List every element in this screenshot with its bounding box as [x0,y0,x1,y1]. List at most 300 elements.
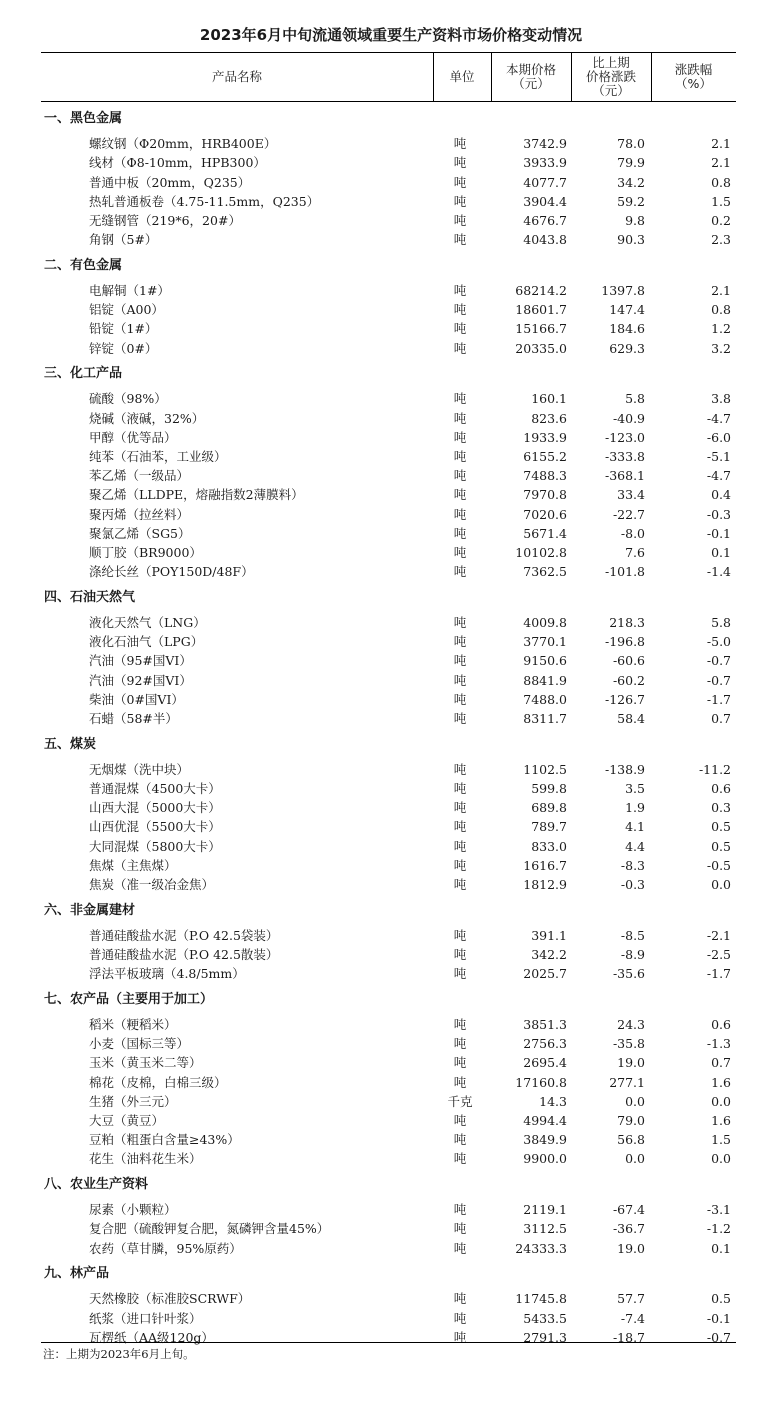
unit: 吨 [453,1036,467,1052]
header-unit: 单位 [449,69,475,84]
change-percent: -0.5 [706,857,731,873]
table-row [41,447,736,466]
price-change: -22.7 [612,506,645,522]
change-percent: 0.7 [711,711,731,726]
table-row [41,779,736,798]
price-change: 218.3 [609,615,645,630]
change-percent: -2.1 [706,927,731,943]
unit: 吨 [453,232,467,248]
product-name: 普通硅酸盐水泥（P.O 42.5散装） [89,947,279,962]
unit: 吨 [453,410,467,426]
unit: 吨 [453,1074,467,1090]
change-percent: -11.2 [698,761,731,777]
price-change: 629.3 [609,340,645,356]
table-row [41,926,736,945]
current-price: 9150.6 [523,653,567,669]
current-price: 9900.0 [523,1151,567,1167]
price-change: -8.0 [620,525,645,541]
price-change: 33.4 [617,487,645,503]
section-header [41,256,736,275]
price-change: 4.1 [625,819,645,835]
unit: 吨 [453,468,467,484]
unit: 吨 [453,877,467,892]
unit: 吨 [453,1202,467,1218]
unit: 吨 [453,1017,467,1032]
price-change: 56.8 [617,1132,645,1148]
current-price: 1616.7 [523,857,567,873]
price-change: -8.9 [620,947,645,962]
current-price: 2756.3 [523,1036,567,1052]
unit: 吨 [453,857,467,873]
current-price: 7970.8 [523,487,567,503]
product-name: 小麦（国标三等） [89,1036,190,1052]
current-price: 5671.4 [523,525,567,541]
table-row [41,428,736,447]
change-percent: 0.2 [711,213,731,228]
section-header [41,588,736,607]
product-name: 聚氯乙烯（SG5） [89,525,191,541]
price-change: 0.0 [625,1093,645,1109]
table-row [41,1053,736,1072]
change-percent: -3.1 [706,1202,731,1218]
current-price: 391.1 [531,927,567,943]
unit: 吨 [453,1240,467,1256]
table-row [41,798,736,817]
header-price-change-line1: 比上期 [592,55,630,70]
price-change: 4.4 [625,838,645,854]
product-name: 纸浆（进口针叶浆） [89,1310,202,1326]
table-row [41,1130,736,1149]
current-price: 68214.2 [515,283,567,298]
unit: 吨 [453,781,467,796]
table-row [41,173,736,192]
current-price: 4077.7 [523,174,567,190]
table-row [41,760,736,779]
current-price: 3904.4 [523,193,567,209]
table-row [41,817,736,836]
section-title: 七、农产品（主要用于加工） [44,991,214,1007]
change-percent: 1.6 [711,1113,731,1128]
table-row [41,505,736,524]
header-change-percent-line1: 涨跌幅 [674,62,713,77]
unit: 吨 [453,321,467,337]
change-percent: 0.5 [711,819,731,835]
unit: 吨 [453,340,467,356]
table-row [41,709,736,728]
section-header [41,1264,736,1283]
current-price: 3112.5 [523,1221,567,1237]
change-percent: 0.4 [711,487,731,503]
section-title: 一、黑色金属 [44,111,123,126]
table-row [41,409,736,428]
product-name: 涤纶长丝（POY150D/48F） [89,564,254,580]
product-name: 纯苯（石油苯，工业级） [89,449,227,464]
unit: 吨 [453,1151,467,1167]
current-price: 8841.9 [523,672,567,688]
price-change: 24.3 [617,1017,645,1032]
current-price: 1812.9 [523,877,567,892]
unit: 千克 [447,1093,473,1109]
price-change: -8.5 [620,927,645,943]
price-change: 0.0 [625,1151,645,1167]
current-price: 4043.8 [523,232,567,248]
header-product-name: 产品名称 [211,69,262,84]
current-price: 3742.9 [523,136,567,152]
change-percent: -1.7 [706,966,731,982]
product-name: 甲醇（优等品） [89,429,177,445]
unit: 吨 [453,213,467,228]
table-row [41,339,736,358]
unit: 吨 [453,800,467,816]
unit: 吨 [453,1291,467,1307]
product-name: 无烟煤（洗中块） [89,761,190,777]
page-title: 2023年6月中旬流通领域重要生产资料市场价格变动情况 [199,26,583,44]
price-change: -60.6 [612,653,645,669]
unit: 吨 [453,283,467,298]
product-name: 花生（油料花生米） [89,1151,202,1167]
price-change: 59.2 [617,193,645,209]
current-price: 18601.7 [515,302,567,318]
current-price: 7020.6 [523,506,567,522]
current-price: 4009.8 [523,615,567,630]
unit: 吨 [453,1221,467,1237]
change-percent: 0.8 [711,174,731,190]
current-price: 2695.4 [523,1055,567,1071]
header-current-price-line1: 本期价格 [505,62,556,77]
table-row [41,319,736,338]
change-percent: -0.1 [706,1310,731,1326]
unit: 吨 [453,302,467,318]
price-change: 9.8 [625,213,645,228]
price-change: -126.7 [604,691,645,707]
current-price: 2119.1 [523,1202,567,1218]
change-percent: 0.0 [711,877,731,892]
section-title: 五、煤炭 [44,736,97,752]
table-row [41,837,736,856]
table-row [41,281,736,300]
product-name: 热轧普通板卷（4.75-11.5mm，Q235） [89,193,320,209]
price-change: -0.3 [620,877,645,892]
unit: 吨 [453,506,467,522]
change-percent: 3.2 [711,340,731,356]
section-title: 八、农业生产资料 [44,1177,149,1192]
current-price: 3770.1 [523,634,567,650]
section-header [41,364,736,383]
change-percent: 1.5 [711,193,731,209]
price-change: -18.7 [612,1329,645,1345]
product-name: 螺纹钢（Φ20mm，HRB400E） [89,136,277,152]
current-price: 160.1 [531,391,567,407]
change-percent: 2.3 [711,232,731,248]
price-change: -138.9 [604,761,645,777]
current-price: 3849.9 [523,1132,567,1148]
unit: 吨 [453,711,467,726]
price-change: 34.2 [617,174,645,190]
unit: 吨 [453,193,467,209]
price-change: -7.4 [620,1310,645,1326]
header-current-price-line2: （元） [512,76,550,91]
change-percent: 0.8 [711,302,731,318]
change-percent: -4.7 [706,468,731,484]
change-percent: -0.7 [706,1329,731,1345]
unit: 吨 [453,761,467,777]
product-name: 锌锭（0#） [89,340,158,356]
section-title: 六、非金属建材 [44,902,136,918]
change-percent: 0.5 [711,838,731,854]
unit: 吨 [453,564,467,580]
price-change: -35.6 [612,966,645,982]
change-percent: -1.3 [706,1036,731,1052]
current-price: 7488.3 [523,468,567,484]
current-price: 6155.2 [523,449,567,464]
price-change: -196.8 [604,634,645,650]
price-change: 3.5 [625,781,645,796]
change-percent: 0.6 [711,781,731,796]
unit: 吨 [453,691,467,707]
section-header [41,109,736,128]
unit: 吨 [453,615,467,630]
current-price: 5433.5 [523,1310,567,1326]
table-row [41,690,736,709]
change-percent: 0.6 [711,1017,731,1032]
table-row [41,856,736,875]
table-row [41,613,736,632]
current-price: 2025.7 [523,966,567,982]
current-price: 1102.5 [523,761,567,777]
change-percent: -0.7 [706,653,731,669]
change-percent: -4.7 [706,410,731,426]
section-title: 九、林产品 [44,1266,110,1282]
current-price: 11745.8 [515,1291,567,1307]
product-name: 普通混煤（4500大卡） [89,781,221,796]
table-row [41,945,736,964]
price-change: 5.8 [625,391,645,407]
table-row [41,671,736,690]
table-row [41,651,736,670]
product-name: 生猪（外三元） [89,1093,177,1109]
change-percent: 0.7 [711,1055,731,1071]
footnote: 注：上期为2023年6月上旬。 [43,1347,195,1361]
product-name: 农药（草甘膦，95%原药） [89,1240,242,1256]
current-price: 4676.7 [523,213,567,228]
product-name: 石蜡（58#半） [89,711,178,726]
product-name: 线材（Φ8-10mm，HPB300） [89,155,266,171]
unit: 吨 [453,391,467,407]
product-name: 瓦楞纸（AA级120g） [89,1329,214,1345]
unit: 吨 [453,819,467,835]
current-price: 4994.4 [523,1113,567,1128]
section-title: 二、有色金属 [44,257,123,273]
change-percent: 0.1 [711,545,731,560]
change-percent: 0.3 [711,800,731,816]
product-name: 大同混煤（5800大卡） [89,838,221,854]
change-percent: -5.0 [706,634,731,650]
price-change: 58.4 [617,711,645,726]
unit: 吨 [453,634,467,650]
product-name: 复合肥（硫酸钾复合肥，氮磷钾含量45%） [89,1221,330,1237]
product-name: 顺丁胶（BR9000） [89,545,202,560]
product-name: 柴油（0#国VI） [89,691,184,707]
unit: 吨 [453,545,467,560]
unit: 吨 [453,525,467,541]
table-row [41,964,736,983]
table-row [41,485,736,504]
product-name: 棉花（皮棉，白棉三级） [89,1074,227,1090]
section-title: 三、化工产品 [44,366,123,382]
change-percent: 5.8 [711,615,731,630]
product-name: 烧碱（液碱，32%） [89,410,205,426]
price-change: 79.0 [617,1113,645,1128]
price-change: -333.8 [604,449,645,464]
change-percent: 0.0 [711,1151,731,1167]
product-name: 汽油（95#国VI） [89,653,192,669]
current-price: 1933.9 [523,429,567,445]
change-percent: -2.5 [706,947,731,962]
unit: 吨 [453,449,467,464]
table-row [41,389,736,408]
price-change: 78.0 [617,136,645,152]
change-percent: 1.5 [711,1132,731,1148]
product-name: 汽油（92#国VI） [89,672,192,688]
table-row [41,1092,736,1111]
change-percent: 2.1 [711,283,731,298]
change-percent: 2.1 [711,136,731,152]
product-name: 山西大混（5000大卡） [89,800,221,816]
header-change-percent-line2: （%） [675,76,712,91]
change-percent: -1.4 [706,564,731,580]
product-name: 普通硅酸盐水泥（P.O 42.5袋装） [89,927,279,943]
product-name: 铅锭（1#） [89,321,158,337]
change-percent: 0.5 [711,1291,731,1307]
current-price: 599.8 [531,781,567,796]
header-change-percent [651,53,736,101]
change-percent: 3.8 [711,391,731,407]
product-name: 浮法平板玻璃（4.8/5mm） [89,966,245,982]
price-change: -368.1 [604,468,645,484]
unit: 吨 [453,174,467,190]
current-price: 823.6 [531,410,567,426]
current-price: 3933.9 [523,155,567,171]
price-change: -8.3 [620,857,645,873]
change-percent: 0.1 [711,1240,731,1256]
price-change: 277.1 [609,1074,645,1090]
current-price: 7488.0 [523,691,567,707]
header-price-change [571,53,651,101]
price-change: 7.6 [625,545,645,560]
change-percent: 1.6 [711,1074,731,1090]
price-change: 19.0 [617,1055,645,1071]
change-percent: -1.2 [706,1221,731,1237]
current-price: 342.2 [531,947,567,962]
unit: 吨 [453,838,467,854]
current-price: 10102.8 [515,545,567,560]
product-name: 液化天然气（LNG） [89,615,206,630]
table-row [41,1073,736,1092]
price-change: 19.0 [617,1240,645,1256]
unit: 吨 [453,1329,467,1345]
product-name: 聚乙烯（LLDPE，熔融指数2薄膜料） [89,487,304,503]
current-price: 3851.3 [523,1017,567,1032]
product-name: 液化石油气（LPG） [89,634,204,650]
table-row [41,1328,736,1347]
header-current-price [491,53,571,101]
unit: 吨 [453,1310,467,1326]
table-row [41,562,736,581]
section-title: 四、石油天然气 [44,589,136,605]
change-percent: -0.3 [706,506,731,522]
unit: 吨 [453,672,467,688]
table-header [41,52,736,102]
current-price: 7362.5 [523,564,567,580]
product-name: 大豆（黄豆） [89,1113,165,1128]
current-price: 833.0 [531,838,567,854]
price-change: 1397.8 [601,283,645,298]
table-row [41,1309,736,1328]
change-percent: -1.7 [706,691,731,707]
unit: 吨 [453,487,467,503]
table-row [41,134,736,153]
price-change: -60.2 [612,672,645,688]
unit: 吨 [453,966,467,982]
table-row [41,300,736,319]
table-row [41,1015,736,1034]
product-name: 稻米（粳稻米） [89,1017,177,1032]
price-change: 1.9 [625,800,645,816]
price-change: -123.0 [604,429,645,445]
product-name: 玉米（黄玉米二等） [89,1055,202,1071]
table-row [41,1034,736,1053]
product-name: 硫酸（98%） [89,391,167,407]
table-row [41,192,736,211]
current-price: 17160.8 [515,1074,567,1090]
table-row [41,875,736,894]
current-price: 789.7 [531,819,567,835]
product-name: 焦煤（主焦煤） [89,857,177,873]
table-row [41,1239,736,1258]
table-row [41,1111,736,1130]
table-row [41,1289,736,1308]
unit: 吨 [453,155,467,171]
unit: 吨 [453,947,467,962]
table-row [41,466,736,485]
table-row [41,211,736,230]
product-name: 聚丙烯（拉丝料） [89,506,190,522]
table-bottom-rule [41,1342,736,1343]
price-change: -36.7 [612,1221,645,1237]
table-row [41,543,736,562]
table-row [41,1219,736,1238]
current-price: 15166.7 [515,321,567,337]
section-header [41,1175,736,1194]
table-row [41,632,736,651]
table-row [41,524,736,543]
change-percent: -5.1 [706,449,731,464]
product-name: 山西优混（5500大卡） [89,819,221,835]
change-percent: 1.2 [711,321,731,337]
header-price-change-line2: 价格涨跌 [585,69,636,84]
price-change: 90.3 [617,232,645,248]
product-name: 豆粕（粗蛋白含量≥43%） [89,1132,240,1148]
section-header [41,990,736,1009]
header-price-change-line3: （元） [592,83,630,98]
unit: 吨 [453,429,467,445]
unit: 吨 [453,653,467,669]
current-price: 2791.3 [523,1329,567,1345]
product-name: 无缝钢管（219*6，20#） [89,213,241,228]
product-name: 铝锭（A00） [89,302,164,318]
current-price: 14.3 [539,1093,567,1109]
price-change: 147.4 [609,302,645,318]
